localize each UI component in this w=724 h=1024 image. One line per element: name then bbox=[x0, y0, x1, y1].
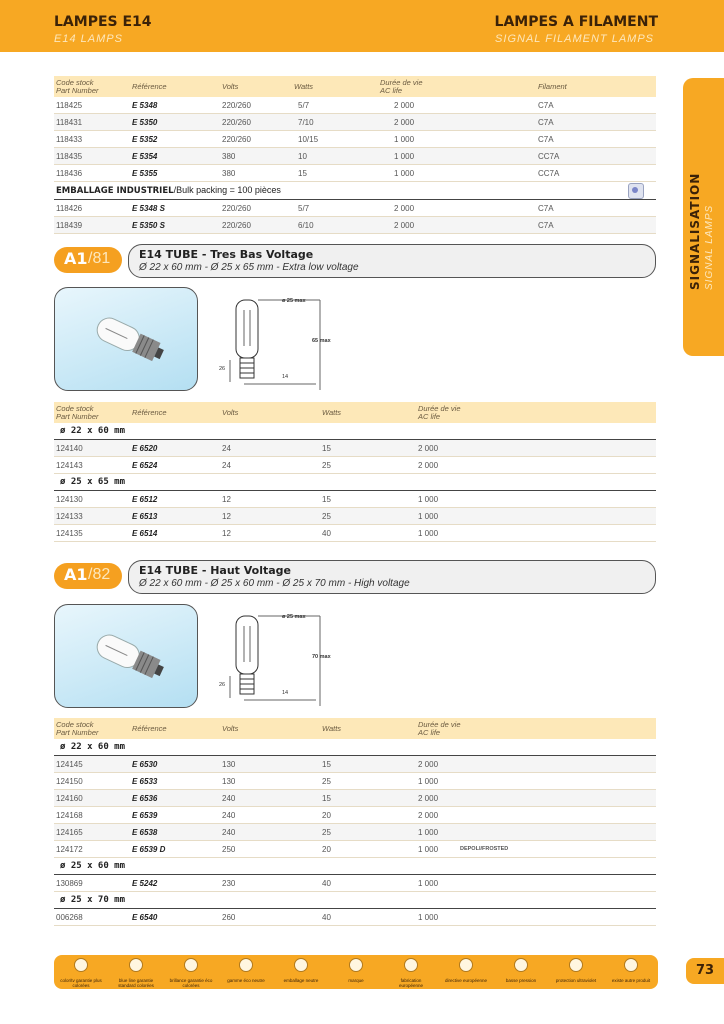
watts-cell: 10 bbox=[298, 152, 307, 161]
eu-directive-icon bbox=[459, 958, 473, 972]
badge-code: A1 bbox=[64, 565, 88, 584]
reference-cell: E 6533 bbox=[132, 777, 158, 786]
reference-cell: E 6530 bbox=[132, 760, 158, 769]
header-left-title: LAMPES E14 bbox=[54, 14, 152, 30]
life-cell: 1 000 bbox=[394, 152, 415, 161]
volts-cell: 240 bbox=[222, 828, 236, 837]
filament-cell: C7A bbox=[538, 101, 554, 110]
col-part-number: Part Number bbox=[56, 412, 99, 421]
code-cell: 124140 bbox=[56, 444, 83, 453]
col-reference: Référence bbox=[132, 724, 167, 733]
high-voltage-table bbox=[54, 718, 656, 926]
watts-cell: 25 bbox=[322, 512, 331, 521]
col-code-stock: Code stock bbox=[56, 404, 94, 413]
watts-cell: 10/15 bbox=[298, 135, 319, 144]
col-watts: Watts bbox=[322, 408, 342, 417]
watts-cell: 6/10 bbox=[298, 221, 314, 230]
legend-label: existe autre produit bbox=[611, 978, 651, 983]
volts-cell: 250 bbox=[222, 845, 236, 854]
dimension-drawing-82 bbox=[216, 602, 346, 712]
legend-item bbox=[279, 958, 323, 983]
table-row bbox=[54, 807, 656, 824]
section-subtitle: Ø 22 x 60 mm - Ø 25 x 60 mm - Ø 25 x 70 mm - High voltage bbox=[139, 578, 410, 589]
reference-cell: E 6539 bbox=[132, 811, 158, 820]
col-volts: Volts bbox=[222, 408, 239, 417]
legend-item bbox=[224, 958, 268, 983]
watts-cell: 15 bbox=[322, 495, 331, 504]
code-cell: 124130 bbox=[56, 495, 83, 504]
code-cell: 118425 bbox=[56, 101, 83, 110]
reference-cell: E 6538 bbox=[132, 828, 158, 837]
life-cell: 1 000 bbox=[418, 495, 439, 504]
size-group-label: ø 22 x 60 mm bbox=[60, 426, 126, 436]
volts-cell: 220/260 bbox=[222, 135, 251, 144]
code-cell: 118426 bbox=[56, 204, 83, 213]
industrial-packing-row bbox=[54, 182, 656, 200]
watts-cell: 20 bbox=[322, 845, 331, 854]
reference-cell: E 6514 bbox=[132, 529, 158, 538]
legend-item bbox=[444, 958, 488, 983]
legend-item bbox=[389, 958, 433, 988]
table-header bbox=[54, 402, 656, 423]
life-cell: 1 000 bbox=[418, 777, 439, 786]
dim-width-label: 14 bbox=[282, 690, 289, 696]
code-cell: 124133 bbox=[56, 512, 83, 521]
col-part-number: Part Number bbox=[56, 728, 99, 737]
table-header bbox=[54, 76, 656, 97]
life-cell: 2 000 bbox=[418, 811, 439, 820]
filament-cell: C7A bbox=[538, 135, 554, 144]
dim-width-label: 14 bbox=[282, 374, 289, 380]
filament-cell: C7A bbox=[538, 118, 554, 127]
col-volts: Volts bbox=[222, 724, 239, 733]
table-header bbox=[54, 718, 656, 739]
col-ac-life: AC life bbox=[418, 728, 441, 737]
volts-cell: 220/260 bbox=[222, 118, 251, 127]
table-row bbox=[54, 491, 656, 508]
legend-label: brillance garantie éco colorées bbox=[169, 978, 213, 988]
col-life: Durée de vie bbox=[418, 404, 461, 413]
legend-item bbox=[554, 958, 598, 983]
volts-cell: 220/260 bbox=[222, 101, 251, 110]
dim-base-label: 26 bbox=[219, 366, 226, 372]
page-number: 73 bbox=[686, 958, 724, 984]
legend-item bbox=[334, 958, 378, 983]
legend-label: gamme éco neutre bbox=[227, 978, 265, 983]
section-badge-82 bbox=[54, 563, 122, 589]
life-cell: 1 000 bbox=[394, 135, 415, 144]
code-cell: 130869 bbox=[56, 879, 83, 888]
col-ac-life: AC life bbox=[380, 86, 403, 95]
side-tab-title: SIGNALISATION bbox=[688, 172, 702, 290]
watts-cell: 5/7 bbox=[298, 204, 310, 213]
volts-cell: 260 bbox=[222, 913, 236, 922]
size-group-header bbox=[54, 892, 656, 909]
badge-number: /81 bbox=[88, 250, 111, 267]
volts-cell: 12 bbox=[222, 529, 231, 538]
table-row bbox=[54, 440, 656, 457]
table-row bbox=[54, 200, 656, 217]
code-cell: 124150 bbox=[56, 777, 83, 786]
col-watts: Watts bbox=[322, 724, 342, 733]
note-cell: DEPOLI/FROSTED bbox=[460, 846, 509, 852]
code-cell: 124160 bbox=[56, 794, 83, 803]
legend-item bbox=[169, 958, 213, 988]
table-row bbox=[54, 756, 656, 773]
industrial-packing-note: /Bulk packing = 100 pièces bbox=[173, 185, 281, 195]
section-badge-81 bbox=[54, 247, 122, 273]
badge-number: /82 bbox=[88, 566, 111, 583]
volts-cell: 220/260 bbox=[222, 204, 251, 213]
col-ac-life: AC life bbox=[418, 412, 441, 421]
low-pressure-icon bbox=[514, 958, 528, 972]
legend-label: fabrication européenne bbox=[398, 978, 424, 988]
watts-cell: 40 bbox=[322, 879, 331, 888]
volts-cell: 230 bbox=[222, 879, 236, 888]
life-cell: 2 000 bbox=[394, 221, 415, 230]
volts-cell: 380 bbox=[222, 169, 236, 178]
reference-cell: E 6524 bbox=[132, 461, 158, 470]
volts-cell: 240 bbox=[222, 811, 236, 820]
size-group-label: ø 25 x 70 mm bbox=[60, 895, 126, 905]
filament-cell: C7A bbox=[538, 221, 554, 230]
col-reference: Référence bbox=[132, 408, 167, 417]
size-group-header bbox=[54, 423, 656, 440]
table-row bbox=[54, 148, 656, 165]
code-cell: 118436 bbox=[56, 169, 83, 178]
color-icon bbox=[74, 958, 88, 972]
life-cell: 1 000 bbox=[418, 512, 439, 521]
watts-cell: 25 bbox=[322, 461, 331, 470]
reference-cell: E 5348 bbox=[132, 101, 158, 110]
reference-cell: E 5352 bbox=[132, 135, 158, 144]
table-row bbox=[54, 217, 656, 234]
range-icon bbox=[239, 958, 253, 972]
legend-item bbox=[609, 958, 653, 983]
brilliance-icon bbox=[184, 958, 198, 972]
header-right-subtitle: SIGNAL FILAMENT LAMPS bbox=[495, 33, 654, 45]
col-code-stock: Code stock bbox=[56, 78, 94, 87]
dim-top-label: ø 25 max bbox=[282, 614, 306, 620]
table-row bbox=[54, 824, 656, 841]
lamp-photo bbox=[54, 604, 198, 708]
watts-cell: 5/7 bbox=[298, 101, 310, 110]
table-row bbox=[54, 457, 656, 474]
section-title-box-81 bbox=[128, 244, 656, 278]
size-group-label: ø 25 x 60 mm bbox=[60, 861, 126, 871]
watts-cell: 40 bbox=[322, 529, 331, 538]
reference-cell: E 5350 S bbox=[132, 221, 165, 230]
code-cell: 118435 bbox=[56, 152, 83, 161]
dim-base-label: 26 bbox=[219, 682, 226, 688]
table-row bbox=[54, 909, 656, 926]
code-cell: 118433 bbox=[56, 135, 83, 144]
col-filament: Filament bbox=[538, 82, 567, 91]
reference-cell: E 6540 bbox=[132, 913, 158, 922]
section-title: E14 TUBE - Haut Voltage bbox=[139, 564, 292, 577]
dim-height-label: 70 max bbox=[312, 654, 331, 660]
life-cell: 1 000 bbox=[418, 828, 439, 837]
filament-lamp-table bbox=[54, 76, 656, 234]
reference-cell: E 5355 bbox=[132, 169, 158, 178]
watts-cell: 25 bbox=[322, 777, 331, 786]
code-cell: 124143 bbox=[56, 461, 83, 470]
filament-cell: CC7A bbox=[538, 169, 560, 178]
code-cell: 124168 bbox=[56, 811, 83, 820]
table-row bbox=[54, 841, 656, 858]
volts-cell: 130 bbox=[222, 777, 236, 786]
col-watts: Watts bbox=[294, 82, 314, 91]
section-subtitle: Ø 22 x 60 mm - Ø 25 x 65 mm - Extra low voltage bbox=[139, 262, 359, 273]
legend-label: directive européenne bbox=[444, 978, 488, 983]
uv-protection-icon bbox=[569, 958, 583, 972]
blue-line-icon bbox=[129, 958, 143, 972]
brand-icon bbox=[349, 958, 363, 972]
life-cell: 2 000 bbox=[418, 461, 439, 470]
code-cell: 118431 bbox=[56, 118, 83, 127]
table-row bbox=[54, 875, 656, 892]
size-group-header bbox=[54, 739, 656, 756]
extra-low-voltage-table bbox=[54, 402, 656, 542]
filament-cell: C7A bbox=[538, 204, 554, 213]
volts-cell: 380 bbox=[222, 152, 236, 161]
life-cell: 2 000 bbox=[418, 760, 439, 769]
col-life: Durée de vie bbox=[380, 78, 423, 87]
eu-manufacture-icon bbox=[404, 958, 418, 972]
other-product-icon bbox=[624, 958, 638, 972]
watts-cell: 15 bbox=[298, 169, 307, 178]
badge-code: A1 bbox=[64, 249, 88, 268]
table-row bbox=[54, 773, 656, 790]
table-row bbox=[54, 97, 656, 114]
reference-cell: E 5350 bbox=[132, 118, 158, 127]
col-volts: Volts bbox=[222, 82, 239, 91]
reference-cell: E 6513 bbox=[132, 512, 158, 521]
col-reference: Référence bbox=[132, 82, 167, 91]
code-cell: 124145 bbox=[56, 760, 83, 769]
reference-cell: E 6512 bbox=[132, 495, 158, 504]
legend-item bbox=[59, 958, 103, 988]
volts-cell: 24 bbox=[222, 444, 231, 453]
code-cell: 006268 bbox=[56, 913, 83, 922]
life-cell: 1 000 bbox=[418, 529, 439, 538]
filament-cell: CC7A bbox=[538, 152, 560, 161]
life-cell: 2 000 bbox=[418, 794, 439, 803]
side-tab-subtitle: SIGNAL LAMPS bbox=[704, 204, 715, 290]
volts-cell: 220/260 bbox=[222, 221, 251, 230]
watts-cell: 15 bbox=[322, 760, 331, 769]
reference-cell: E 6520 bbox=[132, 444, 158, 453]
life-cell: 1 000 bbox=[418, 879, 439, 888]
watts-cell: 25 bbox=[322, 828, 331, 837]
code-cell: 124165 bbox=[56, 828, 83, 837]
table-row bbox=[54, 114, 656, 131]
size-group-label: ø 22 x 60 mm bbox=[60, 742, 126, 752]
col-code-stock: Code stock bbox=[56, 720, 94, 729]
legend-label: color/tv garantie plus colorées bbox=[60, 978, 102, 988]
packaging-icon bbox=[628, 183, 644, 199]
life-cell: 2 000 bbox=[394, 118, 415, 127]
reference-cell: E 5348 S bbox=[132, 204, 165, 213]
table-row bbox=[54, 790, 656, 807]
reference-cell: E 6539 D bbox=[132, 845, 166, 854]
life-cell: 2 000 bbox=[394, 101, 415, 110]
header-right-title: LAMPES A FILAMENT bbox=[494, 14, 658, 30]
table-row bbox=[54, 131, 656, 148]
col-life: Durée de vie bbox=[418, 720, 461, 729]
watts-cell: 15 bbox=[322, 794, 331, 803]
footer-legend-bar bbox=[54, 955, 658, 989]
legend-label: blue line garantie standard colorées bbox=[118, 978, 154, 988]
life-cell: 2 000 bbox=[394, 204, 415, 213]
legend-label: basse pression bbox=[505, 978, 537, 983]
life-cell: 1 000 bbox=[418, 913, 439, 922]
table-row bbox=[54, 525, 656, 542]
volts-cell: 240 bbox=[222, 794, 236, 803]
volts-cell: 12 bbox=[222, 512, 231, 521]
code-cell: 118439 bbox=[56, 221, 83, 230]
volts-cell: 24 bbox=[222, 461, 231, 470]
size-group-label: ø 25 x 65 mm bbox=[60, 477, 126, 487]
table-row bbox=[54, 508, 656, 525]
legend-label: emballage neutre bbox=[283, 978, 319, 983]
legend-label: protection ultraviolet bbox=[555, 978, 597, 983]
dimension-drawing-81 bbox=[216, 286, 346, 396]
table-row bbox=[54, 165, 656, 182]
lamp-image bbox=[55, 605, 197, 707]
volts-cell: 130 bbox=[222, 760, 236, 769]
dim-top-label: ø 25 max bbox=[282, 298, 306, 304]
legend-item bbox=[499, 958, 543, 983]
volts-cell: 12 bbox=[222, 495, 231, 504]
reference-cell: E 5242 bbox=[132, 879, 158, 888]
header-left-subtitle: E14 LAMPS bbox=[54, 33, 123, 45]
lamp-photo bbox=[54, 287, 198, 391]
life-cell: 1 000 bbox=[394, 169, 415, 178]
code-cell: 124172 bbox=[56, 845, 83, 854]
size-group-header bbox=[54, 858, 656, 875]
section-title: E14 TUBE - Tres Bas Voltage bbox=[139, 248, 314, 261]
dim-height-label: 65 max bbox=[312, 338, 331, 344]
col-part-number: Part Number bbox=[56, 86, 99, 95]
code-cell: 124135 bbox=[56, 529, 83, 538]
size-group-header bbox=[54, 474, 656, 491]
watts-cell: 15 bbox=[322, 444, 331, 453]
life-cell: 1 000 bbox=[418, 845, 439, 854]
watts-cell: 7/10 bbox=[298, 118, 314, 127]
life-cell: 2 000 bbox=[418, 444, 439, 453]
lamp-image bbox=[55, 288, 197, 390]
legend-item bbox=[114, 958, 158, 988]
packaging-icon bbox=[294, 958, 308, 972]
reference-cell: E 6536 bbox=[132, 794, 158, 803]
industrial-packing-label: EMBALLAGE INDUSTRIEL bbox=[56, 186, 174, 196]
reference-cell: E 5354 bbox=[132, 152, 158, 161]
section-title-box-82 bbox=[128, 560, 656, 594]
watts-cell: 40 bbox=[322, 913, 331, 922]
legend-label: marque bbox=[348, 978, 364, 983]
watts-cell: 20 bbox=[322, 811, 331, 820]
